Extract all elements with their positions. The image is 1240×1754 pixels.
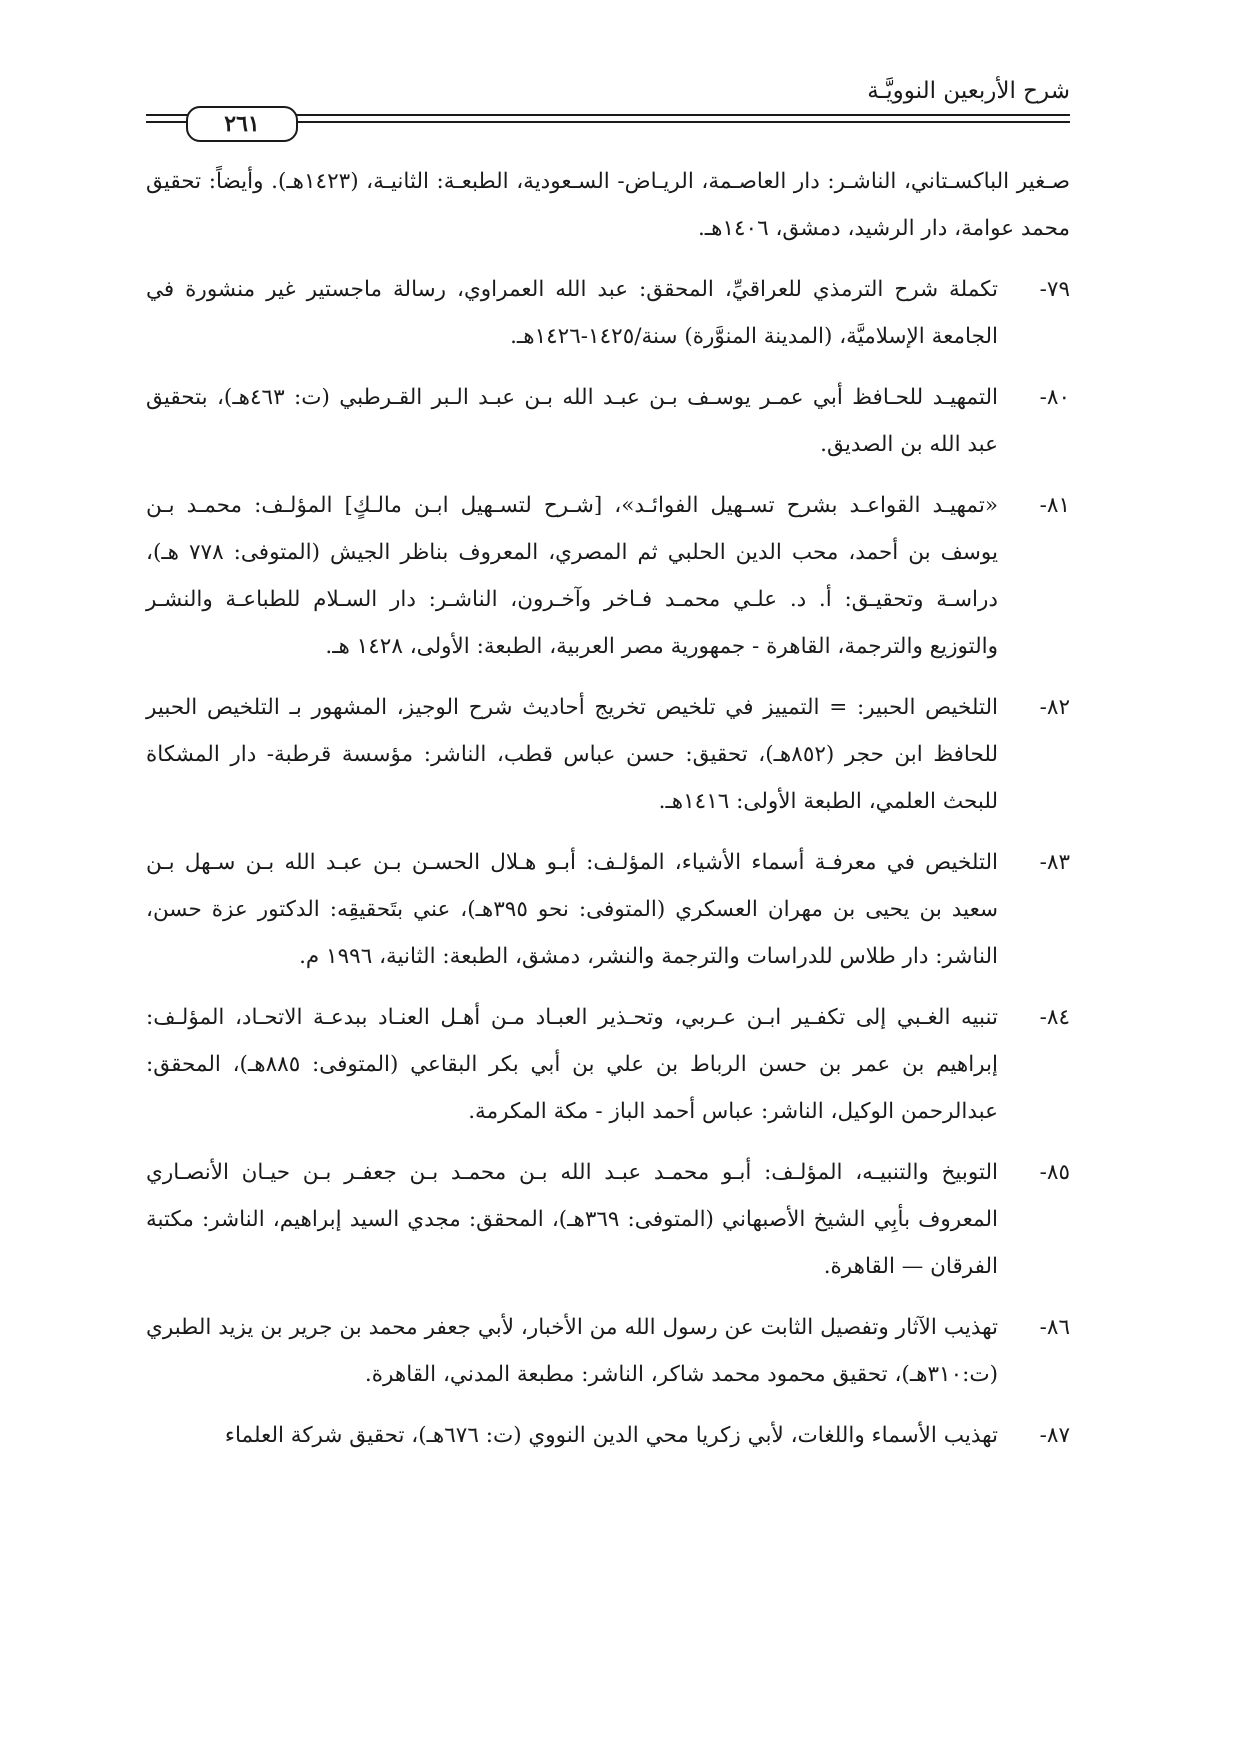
continued-entry (146, 158, 1070, 252)
bibliography-entry (146, 266, 1070, 360)
entry-text: التوبيخ والتنبيـه، المؤلـف: أبـو محمـد عبـد الله بـن محمـد بـن جعفـر بـن حيـان الأنصـاري المعروف بأبِي الشيخ الأصبهاني (المتوفى: ٣٦٩هـ)، المحقق: مجدي السيد إبراهيم، الناشر: مكتبة الفرقان — القاهرة. (146, 1160, 999, 1279)
entry-text: التلخيص في معرفـة أسماء الأشياء، المؤلـف: أبـو هـلال الحسـن بـن عبـد الله بـن سـهل بـن سعيد بن يحيى بن مهران العسكري (المتوفى: نحو ٣٩٥هـ)، عني بتَحقيقِه: الدكتور عزة حسن، الناشر: دار طلاس للدراسات والترجمة والنشر، دمشق، الطبعة: الثانية، ١٩٩٦ م. (146, 850, 998, 969)
entry-text: صـغير الباكسـتاني، الناشـر: دار العاصـمة، الريـاض- السـعودية، الطبعـة: الثانيـة، (١٤٢٣هـ). وأيضاً: تحقيق محمد عوامة، دار الرشيد، دمشق، ١٤٠٦هـ. (146, 169, 1070, 241)
bibliography-entry (146, 839, 1070, 980)
entry-number: ٨٢- (1039, 695, 1070, 720)
entry-number: ٨٤- (1039, 1005, 1070, 1030)
entry-number: ٨١- (1039, 493, 1070, 518)
entry-number: ٨٥- (1039, 1160, 1070, 1185)
entry-number: ٨٣- (1039, 850, 1070, 875)
bibliography-entry (146, 482, 1070, 670)
entry-text: تكملة شرح الترمذي للعراقيِّ، المحقق: عبد الله العمراوي، رسالة ماجستير غير منشورة في الجامعة الإسلاميَّة، (المدينة المنوَّرة) سنة/١٤٢٥-١٤٢٦هـ. (146, 277, 998, 349)
entry-text: تهذيب الآثار وتفصيل الثابت عن رسول الله من الأخبار، لأبي جعفر محمد بن جرير بن يزيد الطبري (ت:٣١٠هـ)، تحقيق محمود محمد شاكر، الناشر: مطبعة المدني، القاهرة. (146, 1315, 998, 1387)
entry-number: ٧٩- (1039, 277, 1070, 302)
bibliography-entry (146, 1149, 1070, 1290)
page-number: ٢٦١ (186, 106, 298, 142)
entry-text: تهذيب الأسماء واللغات، لأبي زكريا محي الدين النووي (ت: ٦٧٦هـ)، تحقيق شركة العلماء (224, 1423, 998, 1448)
bibliography-entry (146, 994, 1070, 1135)
bibliography-entry (146, 1304, 1070, 1398)
entry-text: تنبيه الغـبي إلى تكفـير ابـن عـربي، وتحـذير العبـاد مـن أهـل العنـاد ببدعـة الاتحـاد، المؤلـف: إبراهيم بن عمر بن حسن الرباط بن علي بن أبي بكر البقاعي (المتوفى: ٨٨٥هـ)، المحقق: عبدالرحمن الوكيل، الناشر: عباس أحمد الباز - مكة المكرمة. (146, 1005, 998, 1124)
entry-text: «تمهيـد القواعـد بشرح تسـهيل الفوائـد»، [شـرح لتسـهيل ابـن مالـكٍ] المؤلـف: محمـد بـن يوسف بن أحمد، محب الدين الحلبي ثم المصري، المعروف بناظر الجيش (المتوفى: ٧٧٨ هـ)، دراسـة وتحقيـق: أ. د. علـي محمـد فـاخر وآخـرون، الناشـر: دار السـلام للطباعـة والنشـر والتوزيع والترجمة، القاهرة - جمهورية مصر العربية، الطبعة: الأولى، ١٤٢٨ هـ. (146, 493, 998, 659)
entry-number: ٨٦- (1039, 1315, 1070, 1340)
entry-text: التمهيـد للحـافظ أبي عمـر يوسـف بـن عبـد الله بـن عبـد الـبر القـرطبي (ت: ٤٦٣هـ)، بتحقيق عبد الله بن الصديق. (146, 385, 998, 457)
entry-number: ٨٠- (1039, 385, 1070, 410)
bibliography-list (146, 158, 1070, 1473)
page-header (0, 0, 1240, 150)
bibliography-entry (146, 1412, 1070, 1459)
entry-text: التلخيص الحبير: = التمييز في تلخيص تخريج أحاديث شرح الوجيز، المشهور بـ التلخيص الحبير للحافظ ابن حجر (٨٥٢هـ)، تحقيق: حسن عباس قطب، الناشر: مؤسسة قرطبة- دار المشكاة للبحث العلمي، الطبعة الأولى: ١٤١٦هـ. (146, 695, 999, 814)
entry-number: ٨٧- (1039, 1423, 1070, 1448)
bibliography-entry (146, 684, 1070, 825)
bibliography-entry (146, 374, 1070, 468)
running-title: شرح الأربعين النوويَّـة (867, 78, 1070, 104)
